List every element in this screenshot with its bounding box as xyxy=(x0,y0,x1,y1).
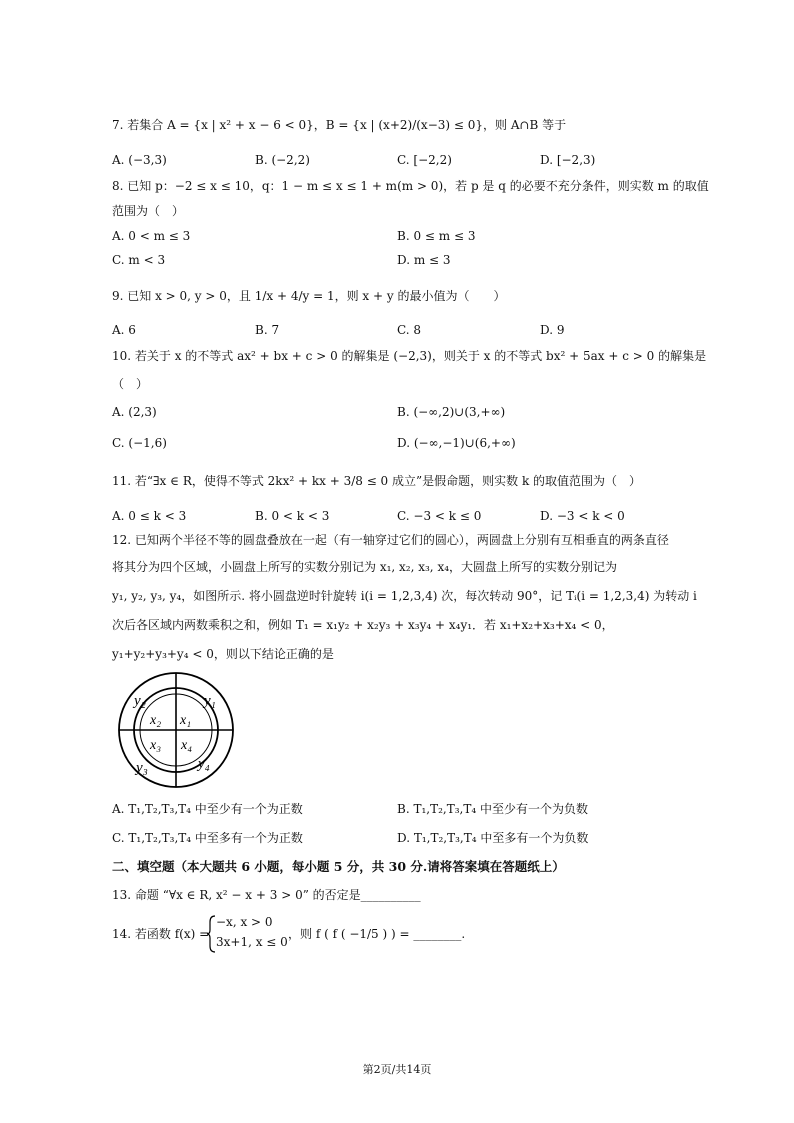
q8-option-d: D. m ≤ 3 xyxy=(397,253,451,267)
q7-stem: 7. 若集合 A = {x | x² + x − 6 < 0}，B = {x | (x+2)/(x−3) ≤ 0}，则 A∩B 等于 xyxy=(112,118,567,132)
q10-option-a: A. (2,3) xyxy=(112,405,157,419)
q14-suffix: ，则 f ( f ( −1/5 ) ) = ________. xyxy=(288,927,466,941)
q12-stem-line5: y₁+y₂+y₃+y₄ < 0，则以下结论正确的是 xyxy=(112,647,334,661)
label-x2: x₂ xyxy=(150,713,162,728)
q12-option-a: A. T₁,T₂,T₃,T₄ 中至少有一个为正数 xyxy=(112,802,303,816)
q11-stem: 11. 若“∃x ∈ R，使得不等式 2kx² + kx + 3/8 ≤ 0 成立”是假命题，则实数 k 的取值范围为（ ） xyxy=(112,474,642,488)
q8-option-c: C. m < 3 xyxy=(112,253,166,267)
q8-stem-line2: 范围为（ ） xyxy=(112,204,185,218)
q10-stem-line2: （ ） xyxy=(112,377,149,391)
q9-option-a: A. 6 xyxy=(112,323,136,337)
q10-option-b: B. (−∞,2)∪(3,+∞) xyxy=(397,405,506,419)
disc-diagram xyxy=(110,668,244,792)
q9-option-b: B. 7 xyxy=(255,323,280,337)
page-footer: 第2页/共14页 xyxy=(362,1063,432,1076)
label-x3: x₃ xyxy=(150,738,162,753)
q12-option-d: D. T₁,T₂,T₃,T₄ 中至多有一个为负数 xyxy=(397,831,589,845)
q10-option-d: D. (−∞,−1)∪(6,+∞) xyxy=(397,436,516,450)
q7-option-c: C. [−2,2) xyxy=(397,153,452,167)
q10-stem-line1: 10. 若关于 x 的不等式 ax² + bx + c > 0 的解集是 (−2,3)，则关于 x 的不等式 bx² + 5ax + c > 0 的解集是 xyxy=(112,349,707,363)
label-x4: x₄ xyxy=(181,738,193,753)
q7-option-b: B. (−2,2) xyxy=(255,153,310,167)
q11-option-d: D. −3 < k < 0 xyxy=(540,509,625,523)
q8-stem-line1: 8. 已知 p：−2 ≤ x ≤ 10，q：1 − m ≤ x ≤ 1 + m(m > 0)，若 p 是 q 的必要不充分条件，则实数 m 的取值 xyxy=(112,179,709,193)
q12-option-c: C. T₁,T₂,T₃,T₄ 中至多有一个为正数 xyxy=(112,831,303,845)
label-y1: y₁ xyxy=(204,693,216,709)
q12-stem-line2: 将其分为四个区域，小圆盘上所写的实数分别记为 x₁, x₂, x₃, x₄，大圆盘上所写的实数分别记为 xyxy=(112,560,618,574)
label-y4: y₄ xyxy=(198,756,210,772)
q8-option-a: A. 0 < m ≤ 3 xyxy=(112,229,191,243)
q14-prefix: 14. 若函数 f(x) = xyxy=(112,927,210,941)
q11-option-a: A. 0 ≤ k < 3 xyxy=(112,509,187,523)
q9-option-c: C. 8 xyxy=(397,323,422,337)
q7-option-a: A. (−3,3) xyxy=(112,153,167,167)
label-y3: y₃ xyxy=(136,760,148,776)
q12-stem-line1: 12. 已知两个半径不等的圆盘叠放在一起（有一轴穿过它们的圆心），两圆盘上分别有互相垂直的两条直径 xyxy=(112,533,669,547)
q7-option-d: D. [−2,3) xyxy=(540,153,596,167)
q11-option-b: B. 0 < k < 3 xyxy=(255,509,330,523)
q8-option-b: B. 0 ≤ m ≤ 3 xyxy=(397,229,476,243)
q12-option-b: B. T₁,T₂,T₃,T₄ 中至少有一个为负数 xyxy=(397,802,588,816)
q11-option-c: C. −3 < k ≤ 0 xyxy=(397,509,482,523)
section-heading: 二、填空题（本大题共 6 小题，每小题 5 分，共 30 分.请将答案填在答题纸上） xyxy=(112,859,565,874)
label-x1: x₁ xyxy=(180,713,192,728)
q9-stem: 9. 已知 x > 0, y > 0，且 1/x + 4/y = 1，则 x + y 的最小值为（ ） xyxy=(112,289,506,303)
label-y2: y₂ xyxy=(134,693,146,709)
q14-case1: −x, x > 0 xyxy=(216,915,273,929)
q13-stem: 13. 命题 “∀x ∈ R, x² − x + 3 > 0” 的否定是__________ xyxy=(112,888,421,902)
q10-option-c: C. (−1,6) xyxy=(112,436,167,450)
q9-option-d: D. 9 xyxy=(540,323,565,337)
q12-stem-line4: 次后各区域内两数乘积之和，例如 T₁ = x₁y₂ + x₂y₃ + x₃y₄ + x₄y₁．若 x₁+x₂+x₃+x₄ < 0， xyxy=(112,618,614,632)
q14-case2: 3x+1, x ≤ 0 xyxy=(216,935,288,949)
q12-stem-line3: y₁, y₂, y₃, y₄，如图所示. 将小圆盘逆时针旋转 i(i = 1,2,3,4) 次，每次转动 90°，记 Tᵢ(i = 1,2,3,4) 为转动 i xyxy=(112,589,697,603)
piecewise-brace xyxy=(206,915,216,953)
